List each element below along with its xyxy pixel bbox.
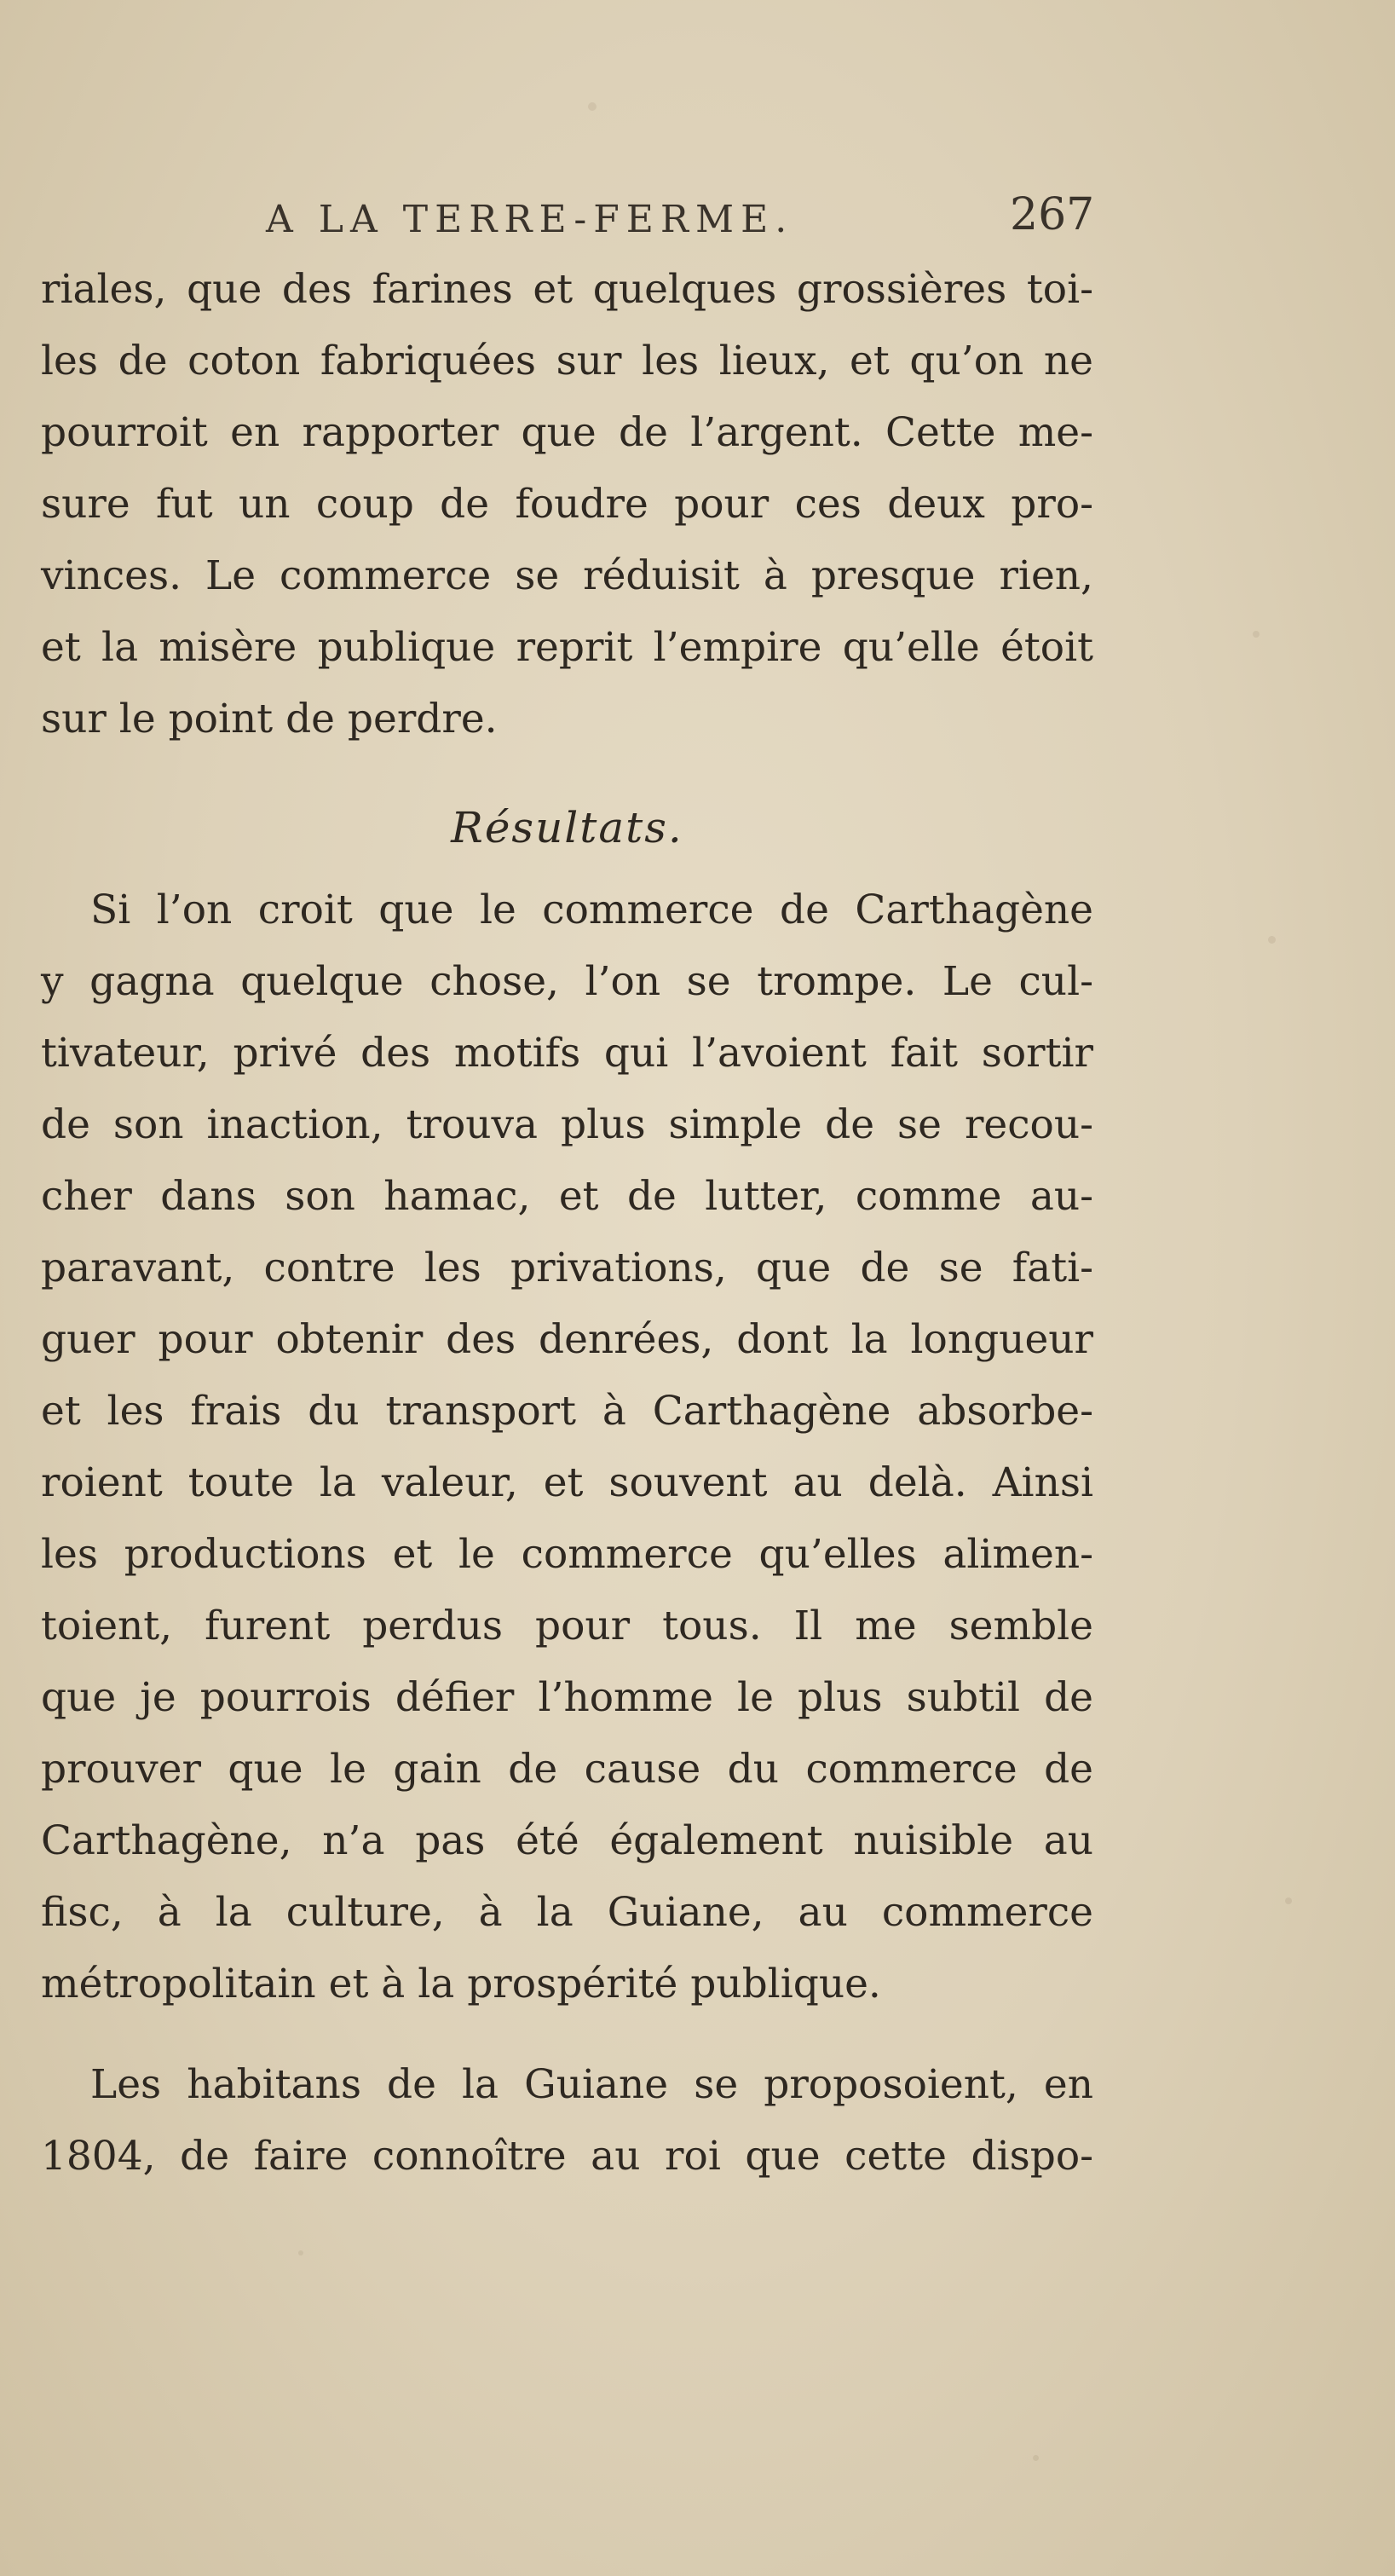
text-line: métropolitain et à la prospérité publique. bbox=[41, 1961, 881, 2007]
text-line: tivateur, privé des motifs qui l’avoient fait sortir bbox=[41, 1030, 1093, 1077]
page-number: 267 bbox=[1010, 189, 1095, 240]
paragraph-3 bbox=[41, 2049, 1093, 2192]
paper-stain bbox=[588, 102, 597, 111]
text-line: les de coton fabriquées sur les lieux, et qu’on ne bbox=[41, 338, 1093, 384]
paper-stain bbox=[1033, 2455, 1039, 2461]
text-line: Carthagène, n’a pas été également nuisible au bbox=[41, 1817, 1093, 1864]
text-line: et la misère publique reprit l’empire qu’elle étoit bbox=[41, 624, 1093, 671]
text-line: y gagna quelque chose, l’on se trompe. Le cul- bbox=[41, 958, 1093, 1005]
paper-stain bbox=[1253, 631, 1260, 638]
paper-stain bbox=[1285, 1897, 1292, 1904]
paragraph-2 bbox=[41, 875, 1093, 2020]
text-line: guer pour obtenir des denrées, dont la longueur bbox=[41, 1316, 1093, 1363]
section-heading: Résultats. bbox=[451, 803, 683, 852]
text-line: roient toute la valeur, et souvent au delà. Ainsi bbox=[41, 1459, 1093, 1506]
text-line: toient, furent perdus pour tous. Il me semble bbox=[41, 1603, 1093, 1649]
text-line: de son inaction, trouva plus simple de se recou- bbox=[41, 1101, 1093, 1148]
paper-stain bbox=[298, 2250, 303, 2255]
text-line: sure fut un coup de foudre pour ces deux pro- bbox=[41, 481, 1093, 528]
text-line: pourroit en rapporter que de l’argent. Cette me- bbox=[41, 409, 1093, 456]
running-title: A LA TERRE-FERME. bbox=[266, 198, 794, 241]
text-line: Si l’on croit que le commerce de Carthagène bbox=[90, 887, 1093, 933]
text-line: sur le point de perdre. bbox=[41, 696, 498, 742]
paragraph-1 bbox=[41, 254, 1093, 755]
text-line: Les habitans de la Guiane se proposoient, en bbox=[90, 2061, 1093, 2108]
body-text bbox=[41, 254, 1093, 2192]
paper-stain bbox=[1268, 936, 1276, 944]
text-line: que je pourrois défier l’homme le plus subtil de bbox=[41, 1674, 1093, 1721]
text-line: fisc, à la culture, à la Guiane, au commerce bbox=[41, 1889, 1093, 1936]
text-line: riales, que des farines et quelques grossières toi- bbox=[41, 266, 1093, 313]
text-line: paravant, contre les privations, que de se fati- bbox=[41, 1245, 1093, 1291]
running-head bbox=[0, 189, 1395, 240]
text-line: et les frais du transport à Carthagène absorbe- bbox=[41, 1388, 1093, 1435]
text-line: prouver que le gain de cause du commerce de bbox=[41, 1746, 1093, 1793]
text-line: 1804, de faire connoître au roi que cette dispo- bbox=[41, 2133, 1093, 2180]
text-line: cher dans son hamac, et de lutter, comme au- bbox=[41, 1173, 1093, 1220]
text-line: vinces. Le commerce se réduisit à presque rien, bbox=[41, 552, 1093, 599]
text-line: les productions et le commerce qu’elles alimen- bbox=[41, 1531, 1093, 1578]
paragraph-gap bbox=[41, 2020, 1093, 2049]
